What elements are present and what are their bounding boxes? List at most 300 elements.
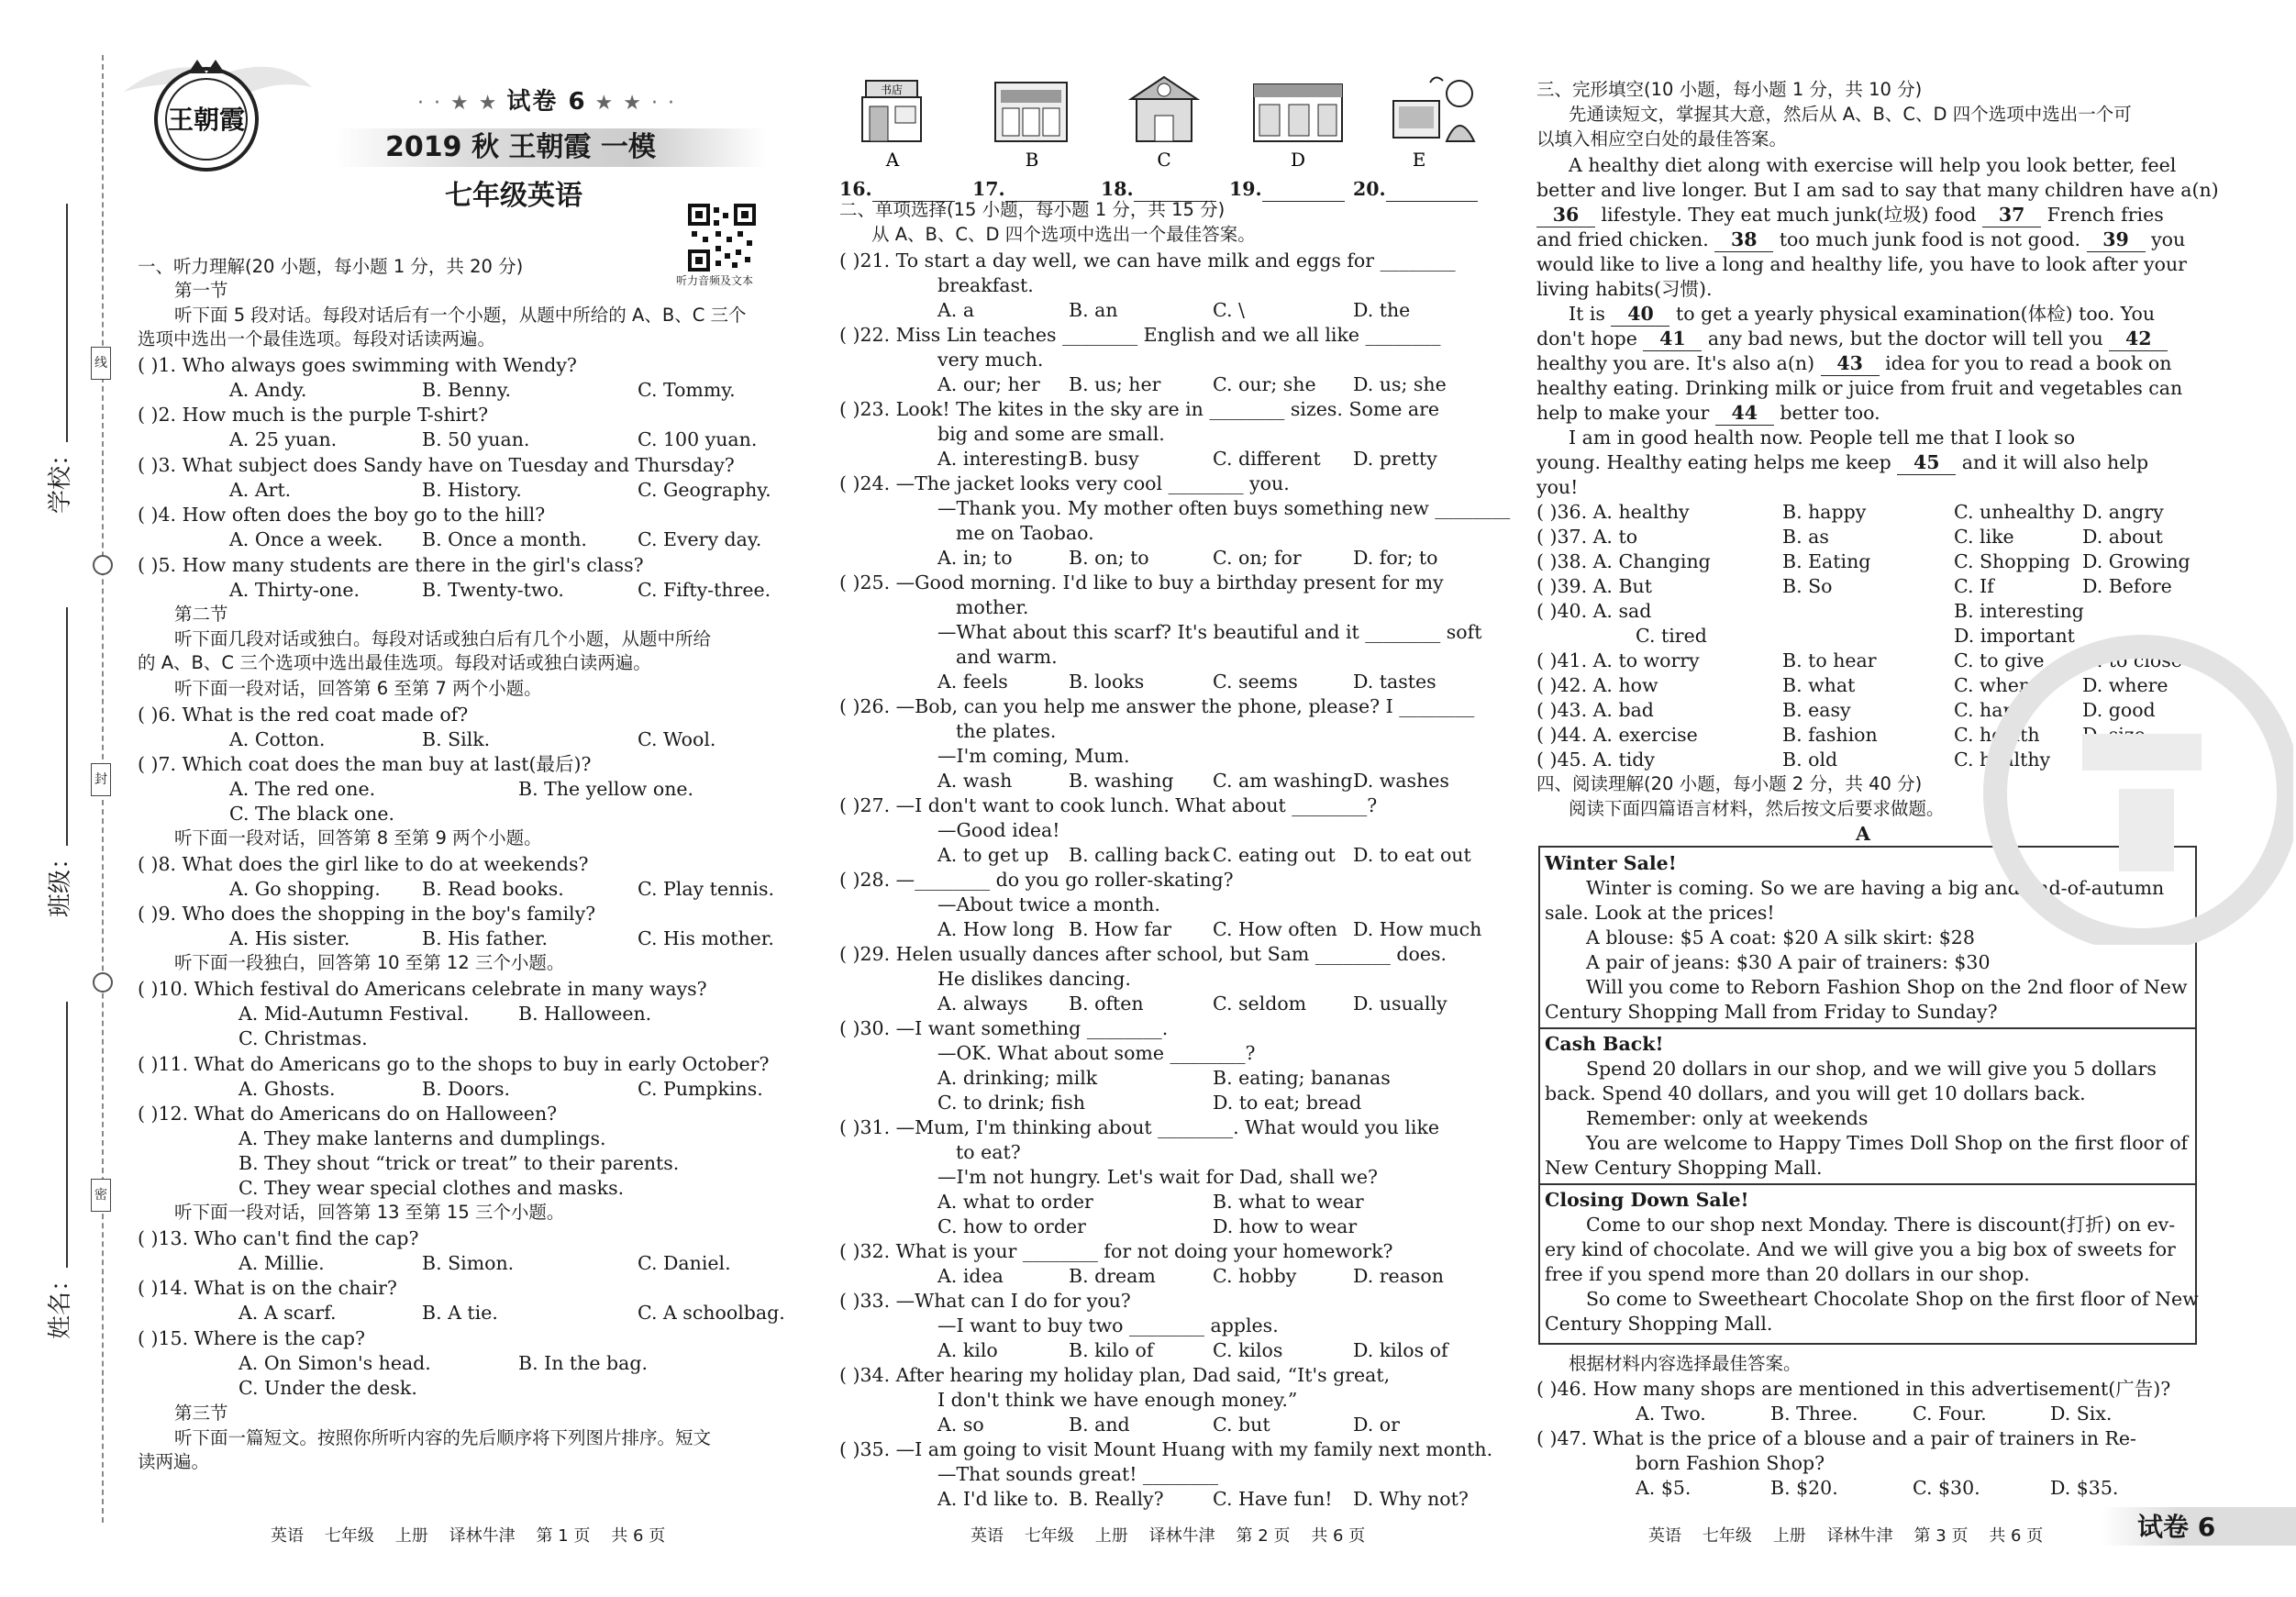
col3-question[interactable]: ( )37. A. to: [1536, 526, 1638, 548]
col2-text: —I want to buy two ________ apples.: [937, 1314, 1279, 1336]
col2-question[interactable]: ( )31. —Mum, I'm thinking about ________. What would you like: [839, 1116, 1440, 1138]
col2-text: —That sounds great! ________: [937, 1463, 1219, 1485]
col1-question[interactable]: ( )14. What is on the chair?: [138, 1277, 397, 1299]
col1-question[interactable]: ( )12. What do Americans do on Halloween?: [138, 1103, 558, 1125]
ad-divider: [1540, 1027, 2195, 1029]
picture-d: [1254, 84, 1342, 141]
col3-text: born Fashion Shop?: [1636, 1452, 1825, 1474]
picture-label-e: E: [1412, 149, 1426, 171]
col1-question[interactable]: ( )5. How many students are there in the girl's class?: [138, 554, 644, 576]
col2-text: A. a: [937, 299, 975, 321]
col1-instruction: 听下面一段对话，回答第 6 至第 7 两个小题。: [174, 678, 542, 699]
col1-text: C. His mother.: [638, 927, 774, 949]
col3-text: you!: [1536, 476, 1579, 498]
col2-text: C. different: [1213, 448, 1321, 470]
col1-instruction: 的 A、B、C 三个选项中选出最佳选项。每段对话或独白读两遍。: [138, 652, 651, 673]
col2-text: B. How far: [1069, 918, 1171, 940]
col2-text: A. kilo: [937, 1339, 998, 1361]
col3-question[interactable]: ( )42. A. how: [1536, 674, 1658, 696]
col2-text: D. How much: [1353, 918, 1482, 940]
col3-text: A: [1856, 823, 1870, 845]
col1-question[interactable]: ( )6. What is the red coat made of?: [138, 704, 469, 726]
col3-text: B. happy: [1782, 501, 1867, 523]
col1-text: B. The yellow one.: [518, 778, 694, 800]
col3-text: D. Before: [2082, 575, 2172, 597]
col1-instruction: 第三节: [174, 1403, 228, 1424]
col2-text: B. eating; bananas: [1213, 1067, 1391, 1089]
col2-text: C. our; she: [1213, 373, 1316, 395]
col2-text: B. us; her: [1069, 373, 1161, 395]
page-footer-3: 英语 七年级 上册 译林牛津 第 3 页 共 6 页: [1648, 1526, 2044, 1546]
col1-instruction: 选项中选出一个最佳选项。每段对话读两遍。: [138, 328, 496, 349]
col2-text: A. to get up: [937, 844, 1049, 866]
col2-text: A. I'd like to.: [937, 1488, 1059, 1510]
binding-hole: [93, 972, 113, 993]
col2-text: A. wash: [937, 770, 1013, 792]
col3-text: D. where: [2082, 674, 2168, 696]
col2-text: A. our; her: [937, 373, 1040, 395]
col1-instruction: 一、听力理解(20 小题，每小题 1 分，共 20 分): [138, 256, 524, 277]
col2-text: C. hobby: [1213, 1265, 1297, 1287]
picture-e: [1393, 77, 1474, 141]
col2-text: A. interesting: [937, 448, 1068, 470]
column-2: [839, 0, 1511, 1597]
qr-code[interactable]: [688, 204, 756, 272]
col2-text: C. kilos: [1213, 1339, 1283, 1361]
col1-text: C. Tommy.: [638, 379, 736, 401]
col3-instruction: 阅读下面四篇语言材料，然后按文后要求做题。: [1569, 798, 1945, 819]
col2-text: D. how to wear: [1213, 1215, 1358, 1237]
col2-text: B. on; to: [1069, 547, 1149, 569]
col3-question[interactable]: ( )40. A. sad: [1536, 600, 1652, 622]
col3-text: would like to live a long and healthy life, you have to look after your: [1536, 253, 2187, 275]
ad-title: Winter Sale!: [1545, 852, 1677, 874]
ad-text: ery kind of chocolate. And we will give you a big box of sweets for: [1545, 1238, 2176, 1260]
col3-text: 36 lifestyle. They eat much junk(垃圾) food 37 French fries: [1536, 203, 2164, 227]
col2-text: very much.: [937, 349, 1044, 371]
col1-text: B. Read books.: [422, 878, 564, 900]
answer-blank-19[interactable]: 19.: [1229, 177, 1345, 202]
col1-text: C. Play tennis.: [638, 878, 775, 900]
col2-instruction: 从 A、B、C、D 四个选项中选出一个最佳答案。: [871, 224, 1256, 245]
binding-tag-xian: 线: [91, 347, 111, 380]
col2-text: D. kilos of: [1353, 1339, 1448, 1361]
col1-text: B. History.: [422, 479, 522, 501]
col2-text: and warm.: [956, 646, 1058, 668]
qr-caption: 听力音频及文本: [676, 274, 754, 287]
col3-text: C. $30.: [1913, 1477, 1980, 1499]
school-field[interactable]: 学校：: [41, 204, 75, 514]
col3-text: A healthy diet along with exercise will help you look better, feel: [1569, 154, 2177, 176]
col1-instruction: 听下面一段独白，回答第 10 至第 12 三个小题。: [174, 952, 565, 973]
col1-text: A. Mid-Autumn Festival.: [238, 1003, 470, 1025]
ad-text: Winter is coming. So we are having a big and end-of-autumn: [1586, 877, 2165, 899]
ad-divider: [1540, 1183, 2195, 1185]
col2-text: A. what to order: [937, 1191, 1093, 1213]
col3-text: B. $20.: [1770, 1477, 1838, 1499]
col3-text: help to make your 44 better too.: [1536, 402, 1880, 424]
ad-text: Remember: only at weekends: [1586, 1107, 1869, 1129]
col1-text: A. They make lanterns and dumplings.: [238, 1127, 606, 1149]
col2-question[interactable]: ( )25. —Good morning. I'd like to buy a birthday present for my: [839, 571, 1444, 593]
col2-text: breakfast.: [937, 274, 1034, 296]
col2-text: B. washing: [1069, 770, 1174, 792]
col2-text: D. pretty: [1353, 448, 1437, 470]
col1-text: C. Geography.: [638, 479, 771, 501]
col3-text: healthy you are. It's also a(n) 43 idea for you to read a book on: [1536, 352, 2172, 374]
picture-b: [995, 83, 1067, 141]
answer-blank-16[interactable]: 16.: [839, 177, 955, 202]
col2-text: B. Really?: [1069, 1488, 1164, 1510]
col2-text: A. so: [937, 1414, 984, 1436]
col3-text: D. good: [2082, 699, 2156, 721]
col1-text: A. On Simon's head.: [238, 1352, 431, 1374]
col1-instruction: 第一节: [174, 280, 228, 301]
col3-text: It is 40 to get a yearly physical examination(体检) too. You: [1569, 303, 2156, 325]
col2-text: C. how to order: [937, 1215, 1086, 1237]
col1-instruction: 听下面 5 段对话。每段对话后有一个小题，从题中所给的 A、B、C 三个: [174, 305, 747, 326]
col2-text: —I'm coming, Mum.: [937, 745, 1130, 767]
col3-text: D. to close: [2082, 649, 2182, 671]
col3-text: C. to give: [1954, 649, 2045, 671]
col1-text: B. Benny.: [422, 379, 512, 401]
col2-text: mother.: [956, 596, 1029, 618]
col1-instruction: 读两遍。: [138, 1451, 210, 1472]
col2-text: me on Taobao.: [956, 522, 1094, 544]
picture-label-c: C: [1157, 149, 1171, 171]
col3-text: B. what: [1782, 674, 1856, 696]
col1-text: C. Wool.: [638, 728, 716, 750]
col2-text: D. to eat out: [1353, 844, 1471, 866]
col2-text: D. us; she: [1353, 373, 1447, 395]
col1-text: C. Christmas.: [238, 1027, 368, 1049]
col2-question[interactable]: ( )22. Miss Lin teaches ________ English and we all like ________: [839, 324, 1441, 346]
col1-question[interactable]: ( )10. Which festival do Americans celebrate in many ways?: [138, 978, 707, 1000]
col3-text: young. Healthy eating helps me keep 45 and it will also help: [1536, 451, 2149, 473]
col3-text: better and live longer. But I am sad to say that many children have a(n): [1536, 179, 2219, 201]
col2-text: D. for; to: [1353, 547, 1438, 569]
col3-text: C. Four.: [1913, 1403, 1987, 1425]
col2-text: B. dream: [1069, 1265, 1156, 1287]
col2-text: C. but: [1213, 1414, 1270, 1436]
col3-text: D. Growing: [2082, 550, 2191, 572]
col3-text: C. hard: [1954, 699, 2024, 721]
col3-instruction: 三、完形填空(10 小题，每小题 1 分，共 10 分): [1536, 79, 1923, 100]
col2-text: C. Have fun!: [1213, 1488, 1333, 1510]
col1-text: A. The red one.: [229, 778, 376, 800]
col3-instruction: 先通读短文，掌握其大意，然后从 A、B、C、D 四个选项中选出一个可: [1569, 104, 2132, 125]
col3-question[interactable]: ( )41. A. to worry: [1536, 649, 1700, 671]
col2-text: —OK. What about some ________?: [937, 1042, 1256, 1064]
col2-text: —What about this scarf? It's beautiful and it ________ soft: [937, 621, 1482, 643]
col2-text: C. am washing: [1213, 770, 1353, 792]
col3-text: living habits(习惯).: [1536, 278, 1713, 300]
col2-instruction: 二、单项选择(15 小题，每小题 1 分，共 15 分): [839, 199, 1226, 220]
col1-instruction: 第二节: [174, 604, 228, 625]
col3-text: C. If: [1954, 575, 1994, 597]
col3-text: C. when: [1954, 674, 2032, 696]
answer-blank-17[interactable]: 17.: [972, 177, 1088, 202]
col3-text: A. Two.: [1636, 1403, 1706, 1425]
col2-text: B. busy: [1069, 448, 1139, 470]
col3-text: C. tired: [1636, 625, 1707, 647]
col1-question[interactable]: ( )4. How often does the boy go to the hill?: [138, 504, 546, 526]
col3-question[interactable]: ( )39. A. But: [1536, 575, 1652, 597]
col3-text: D. important: [1954, 625, 2075, 647]
col3-text: C. healthy: [1954, 749, 2051, 771]
ad-text: You are welcome to Happy Times Doll Shop on the first floor of: [1586, 1132, 2189, 1154]
ad-text: free if you spend more than 20 dollars in our shop.: [1545, 1263, 2030, 1285]
col3-text: B. Three.: [1770, 1403, 1858, 1425]
col1-text: A. His sister.: [229, 927, 350, 949]
col3-text: D. angry: [2082, 501, 2164, 523]
col2-text: —Good idea!: [937, 819, 1060, 841]
col1-text: C. They wear special clothes and masks.: [238, 1177, 625, 1199]
ad-text: sale. Look at the prices!: [1545, 902, 1775, 924]
col2-question[interactable]: ( )33. —What can I do for you?: [839, 1290, 1131, 1312]
col1-text: C. The black one.: [229, 803, 395, 825]
col1-text: C. A schoolbag.: [638, 1302, 785, 1324]
column-1: [138, 0, 807, 1597]
picture-label-d: D: [1290, 149, 1306, 171]
col2-text: big and some are small.: [937, 423, 1165, 445]
col2-text: B. what to wear: [1213, 1191, 1364, 1213]
col3-text: C. unhealthy: [1954, 501, 2075, 523]
col2-text: A. feels: [937, 671, 1008, 693]
col2-text: A. in; to: [937, 547, 1013, 569]
name-field[interactable]: 姓名：: [41, 1002, 75, 1339]
col1-instruction: 听下面一篇短文。按照你所听内容的先后顺序将下列图片排序。短文: [174, 1427, 712, 1448]
col1-text: B. They shout “trick or treat” to their parents.: [238, 1152, 680, 1174]
col2-question[interactable]: ( )32. What is your ________ for not doing your homework?: [839, 1240, 1393, 1262]
ad-title: Closing Down Sale!: [1545, 1189, 1749, 1211]
col2-text: C. \: [1213, 299, 1245, 321]
col2-text: D. washes: [1353, 770, 1449, 792]
col2-text: B. calling back: [1069, 844, 1210, 866]
col3-text: C. like: [1954, 526, 2014, 548]
ad-text: back. Spend 40 dollars, and you will get 10 dollars back.: [1545, 1082, 2086, 1104]
col1-text: B. Simon.: [422, 1252, 515, 1274]
col2-text: C. seldom: [1213, 993, 1307, 1015]
class-field[interactable]: 班级：: [41, 607, 75, 917]
col1-text: B. Once a month.: [422, 528, 587, 550]
ad-text: So come to Sweetheart Chocolate Shop on the first floor of New: [1586, 1288, 2199, 1310]
col1-question[interactable]: ( )8. What does the girl like to do at weekends?: [138, 853, 589, 875]
ad-text: Century Shopping Mall.: [1545, 1313, 1773, 1335]
col1-text: A. Thirty-one.: [229, 579, 360, 601]
picture-label-b: B: [1025, 149, 1039, 171]
col3-text: C. health: [1954, 724, 2040, 746]
ad-title: Cash Back!: [1545, 1033, 1664, 1055]
col1-text: A. A scarf.: [238, 1302, 337, 1324]
col1-text: B. Silk.: [422, 728, 491, 750]
col3-text: don't hope 41 any bad news, but the doctor will tell you 42: [1536, 327, 2168, 351]
col1-instruction: 听下面一段对话，回答第 13 至第 15 三个小题。: [174, 1202, 565, 1223]
col2-text: the plates.: [956, 720, 1057, 742]
col3-instruction: 以填入相应空白处的最佳答案。: [1536, 128, 1788, 150]
col1-question[interactable]: ( )11. What do Americans go to the shops to buy in early October?: [138, 1053, 770, 1075]
col2-text: D. Why not?: [1353, 1488, 1469, 1510]
col2-text: B. kilo of: [1069, 1339, 1154, 1361]
col1-text: A. Once a week.: [229, 528, 383, 550]
footer-exam-tag: 试卷 6: [2137, 1512, 2216, 1542]
col1-text: A. 25 yuan.: [229, 428, 338, 450]
col3-instruction: 四、阅读理解(20 小题，每小题 2 分，共 40 分): [1536, 773, 1923, 794]
ad-text: Spend 20 dollars in our shop, and we will give you 5 dollars: [1586, 1058, 2157, 1080]
col2-text: D. or: [1353, 1414, 1400, 1436]
binding-tag-feng: 封: [91, 763, 111, 796]
page-footer-1: 英语 七年级 上册 译林牛津 第 1 页 共 6 页: [271, 1526, 666, 1546]
col2-question[interactable]: ( )24. —The jacket looks very cool ________ you.: [839, 472, 1290, 494]
col3-text: healthy eating. Drinking milk or juice from fruit and vegetables can: [1536, 377, 2183, 399]
col2-text: —I'm not hungry. Let's wait for Dad, shall we?: [937, 1166, 1378, 1188]
col1-text: C. 100 yuan.: [638, 428, 758, 450]
watermark-seal: [1981, 633, 2293, 945]
col1-text: A. Andy.: [229, 379, 307, 401]
col3-text: D. about: [2082, 526, 2163, 548]
col3-question[interactable]: ( )45. A. tidy: [1536, 749, 1655, 771]
col1-question[interactable]: ( )9. Who does the shopping in the boy's family?: [138, 903, 596, 925]
col3-question[interactable]: ( )38. A. Changing: [1536, 550, 1711, 572]
col3-text: A. $5.: [1636, 1477, 1691, 1499]
picture-label-a: A: [885, 149, 900, 171]
col1-text: A. Art.: [229, 479, 292, 501]
col2-text: A. drinking; milk: [937, 1067, 1098, 1089]
col2-text: D. usually: [1353, 993, 1447, 1015]
ad-text: Century Shopping Mall from Friday to Sunday?: [1545, 1001, 1998, 1023]
col3-text: B. as: [1782, 526, 1829, 548]
col2-text: D. the: [1353, 299, 1411, 321]
col2-question[interactable]: ( )23. Look! The kites in the sky are in ________ sizes. Some are: [839, 398, 1440, 420]
col2-question[interactable]: ( )35. —I am going to visit Mount Huang with my family next month.: [839, 1438, 1493, 1460]
col2-text: I don't think we have enough money.”: [937, 1389, 1298, 1411]
col2-question[interactable]: ( )21. To start a day well, we can have milk and eggs for ________: [839, 250, 1456, 272]
col3-text: B. Eating: [1782, 550, 1871, 572]
col2-text: C. seems: [1213, 671, 1298, 693]
col2-text: D. tastes: [1353, 671, 1436, 693]
col2-question[interactable]: ( )30. —I want something ________.: [839, 1017, 1169, 1039]
col1-question[interactable]: ( )7. Which coat does the man buy at last(最后)?: [138, 753, 592, 775]
col1-text: B. A tie.: [422, 1302, 498, 1324]
col3-text: B. interesting: [1954, 600, 2084, 622]
answer-blank-20[interactable]: 20.: [1353, 177, 1478, 202]
col1-text: B. Doors.: [422, 1078, 511, 1100]
ad-text: New Century Shopping Mall.: [1545, 1157, 1823, 1179]
col3-text: D. Six.: [2050, 1403, 2113, 1425]
col1-text: C. Pumpkins.: [638, 1078, 763, 1100]
col1-text: B. 50 yuan.: [422, 428, 530, 450]
col1-text: A. Go shopping.: [229, 878, 381, 900]
col1-question[interactable]: ( )13. Who can't find the cap?: [138, 1227, 419, 1249]
svg-text:书店: 书店: [880, 83, 904, 96]
col2-text: C. eating out: [1213, 844, 1336, 866]
col3-question[interactable]: ( )43. A. bad: [1536, 699, 1654, 721]
col1-text: B. Halloween.: [518, 1003, 652, 1025]
svg-text:王朝霞: 王朝霞: [167, 105, 246, 135]
col2-text: —About twice a month.: [937, 893, 1160, 915]
col2-text: D. reason: [1353, 1265, 1444, 1287]
binding-tag-mi: 密: [91, 1179, 111, 1212]
col3-question[interactable]: ( )44. A. exercise: [1536, 724, 1698, 746]
binding-hole: [93, 555, 113, 575]
col2-text: D. to eat; bread: [1213, 1092, 1362, 1114]
ad-text: Will you come to Reborn Fashion Shop on the 2nd floor of New: [1586, 976, 2188, 998]
col2-question[interactable]: ( )26. —Bob, can you help me answer the phone, please? I ________: [839, 695, 1475, 717]
exam-tag: · · ★ ★ 试卷 6 ★ ★ · ·: [417, 88, 676, 116]
col2-question[interactable]: ( )34. After hearing my holiday plan, Dad said, “It's great,: [839, 1364, 1391, 1386]
picture-c: [1131, 77, 1197, 141]
col2-text: B. and: [1069, 1414, 1130, 1436]
col1-text: A. Millie.: [238, 1252, 325, 1274]
col1-question[interactable]: ( )1. Who always goes swimming with Wendy?: [138, 354, 577, 376]
col2-question[interactable]: ( )28. —________ do you go roller-skating?: [839, 869, 1234, 891]
col2-text: He dislikes dancing.: [937, 968, 1131, 990]
col1-text: C. Every day.: [638, 528, 762, 550]
col1-instruction: 听下面几段对话或独白。每段对话或独白后有几个小题，从题中所给: [174, 628, 712, 649]
col1-text: B. His father.: [422, 927, 549, 949]
col2-text: to eat?: [956, 1141, 1021, 1163]
col2-text: C. on; for: [1213, 547, 1302, 569]
col3-text: C. Shopping: [1954, 550, 2070, 572]
page-subtitle: 七年级英语: [445, 180, 582, 212]
col2-text: —Thank you. My mother often buys something new ________: [937, 497, 1511, 519]
picture-a: [862, 81, 921, 141]
col3-text: B. fashion: [1782, 724, 1878, 746]
col2-text: C. to drink; fish: [937, 1092, 1086, 1114]
page-footer-2: 英语 七年级 上册 译林牛津 第 2 页 共 6 页: [971, 1526, 1366, 1546]
col2-question[interactable]: ( )27. —I don't want to cook lunch. What about ________?: [839, 794, 1378, 816]
ad-text: A blouse: $5 A coat: $20 A silk skirt: $28: [1586, 926, 1975, 948]
col1-question[interactable]: ( )3. What subject does Sandy have on Tuesday and Thursday?: [138, 454, 735, 476]
col2-text: B. an: [1069, 299, 1118, 321]
ad-text: A pair of jeans: $30 A pair of trainers: $30: [1586, 951, 1991, 973]
col1-text: B. Twenty-two.: [422, 579, 564, 601]
col3-question[interactable]: ( )47. What is the price of a blouse and a pair of trainers in Re-: [1536, 1427, 2136, 1449]
col3-text: B. old: [1782, 749, 1838, 771]
col3-text: B. easy: [1782, 699, 1851, 721]
col1-text: C. Fifty-three.: [638, 579, 771, 601]
col1-text: A. Ghosts.: [238, 1078, 336, 1100]
col1-text: C. Under the desk.: [238, 1377, 417, 1399]
col2-text: B. looks: [1069, 671, 1145, 693]
logo-emblem: [115, 37, 316, 174]
col2-question[interactable]: ( )29. Helen usually dances after school, but Sam ________ does.: [839, 943, 1447, 965]
col3-text: B. to hear: [1782, 649, 1877, 671]
col2-text: B. often: [1069, 993, 1144, 1015]
col3-question[interactable]: ( )46. How many shops are mentioned in this advertisement(广告)?: [1536, 1378, 2171, 1400]
col2-text: A. always: [937, 993, 1028, 1015]
col2-text: A. How long: [937, 918, 1055, 940]
col1-question[interactable]: ( )2. How much is the purple T-shirt?: [138, 404, 489, 426]
col2-text: A. idea: [937, 1265, 1004, 1287]
col1-text: A. Cotton.: [229, 728, 326, 750]
picture-row: [839, 73, 1500, 174]
answer-blank-18[interactable]: 18.: [1101, 177, 1216, 202]
col3-text: D. $35.: [2050, 1477, 2119, 1499]
col1-text: C. Daniel.: [638, 1252, 731, 1274]
page-title: 2019 秋 王朝霞 一模: [385, 131, 656, 163]
col3-question[interactable]: ( )36. A. healthy: [1536, 501, 1690, 523]
col1-instruction: 听下面一段对话，回答第 8 至第 9 两个小题。: [174, 827, 542, 848]
col2-text: C. How often: [1213, 918, 1337, 940]
col3-text: I am in good health now. People tell me that I look so: [1569, 427, 2076, 449]
col3-text: B. So: [1782, 575, 1833, 597]
col1-text: B. In the bag.: [518, 1352, 648, 1374]
col1-question[interactable]: ( )15. Where is the cap?: [138, 1327, 365, 1349]
col3-text: and fried chicken. 38 too much junk food is not good. 39 you: [1536, 228, 2186, 250]
ad-text: Come to our shop next Monday. There is discount(打折) on ev-: [1586, 1214, 2176, 1236]
col3-instruction: 根据材料内容选择最佳答案。: [1569, 1353, 1802, 1374]
